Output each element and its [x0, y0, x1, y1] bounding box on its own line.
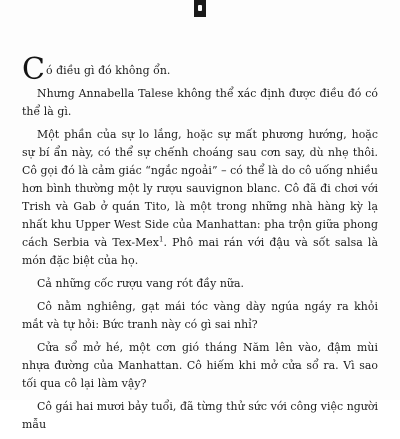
- paragraph-5: Cửa sổ mở hé, một cơn gió tháng Năm lên vào, đậm mùi nhựa đường của Manhattan. Cô hiếm khi mở cửa sổ ra. Vì sao tối qua cô lại làm vậy?: [22, 341, 378, 390]
- drop-cap: C: [22, 52, 46, 87]
- opening-text: ó điều gì đó không ổn.: [46, 64, 171, 77]
- paragraph-1: Nhưng Annabella Talese không thể xác định được điều đó có thể là gì.: [22, 87, 378, 118]
- paragraph-4: Cô nằm nghiêng, gạt mái tóc vàng dày ngúa ngáy ra khỏi mắt và tự hỏi: Bức tranh này có gì sai nhỉ?: [22, 300, 378, 331]
- paragraph-2: [22, 126, 378, 270]
- paragraph-6: Cô gái hai mươi bảy tuổi, đã từng thử sức với công việc người mẫu: [22, 400, 378, 431]
- paragraph-2-tail: . Phô mai rán với đậu và sốt salsa là món đặc biệt của họ.: [22, 236, 378, 267]
- chapter-ornament: [194, 0, 206, 17]
- opening-paragraph: [22, 52, 378, 87]
- body-text: [22, 52, 378, 439]
- paragraph-3: Cả những cốc rượu vang rót đầy nữa.: [37, 277, 245, 290]
- paragraph-2-text: Một phần của sự lo lắng, hoặc sự mất phương hướng, hoặc sự bí ẩn này, có thể sự chếnh choáng sau cơn say, dù nhẹ thôi. Cô gọi đó là cảm giác “ngắc ngoải” – có thể là do cô uống nhiều hơn bình thường một ly rượu sauvignon blanc. Cô đã đi chơi với Trish và Gab ở quán Tito, là một trong những nhà hàng kỳ lạ nhất khu Upper West Side của Manhattan: pha trộn giữa phong cách Serbia và Tex-Mex: [22, 128, 378, 249]
- footnote-marker: 1: [158, 235, 164, 244]
